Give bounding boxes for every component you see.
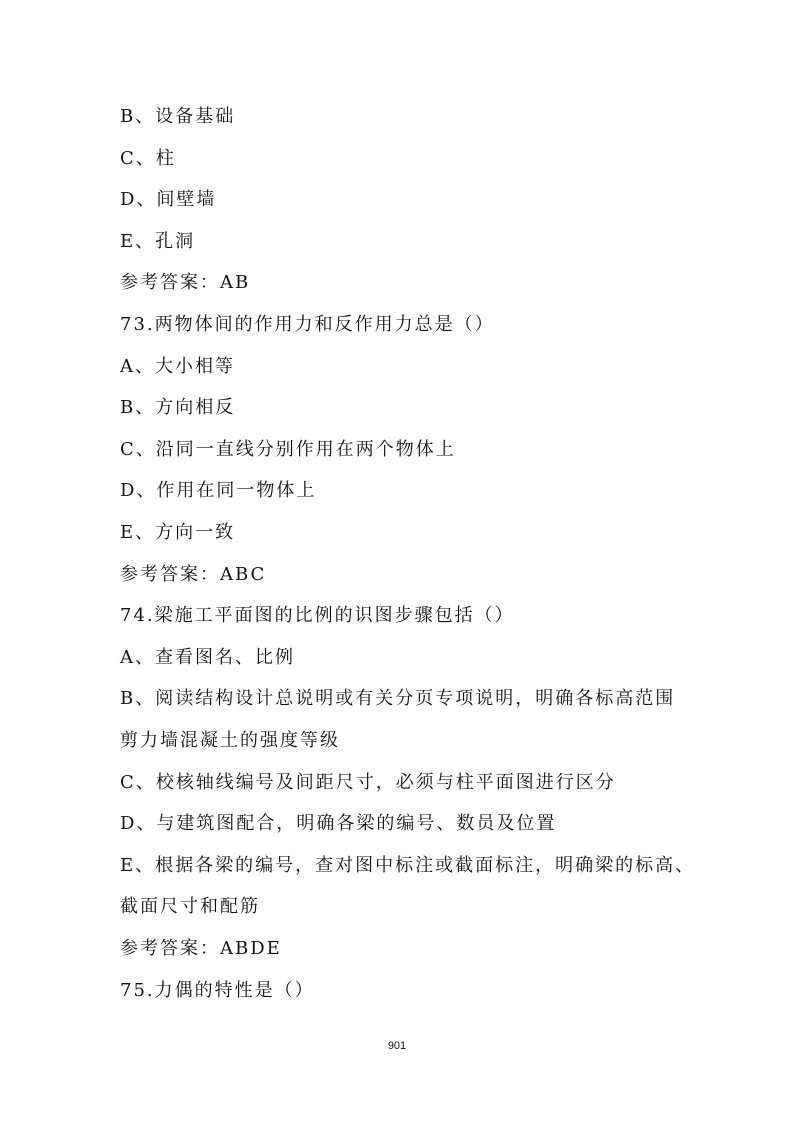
option-b-line: B、设备基础 xyxy=(120,106,236,127)
page-number: 901 xyxy=(387,1040,407,1052)
question-75: 75.力偶的特性是（） xyxy=(120,980,315,1001)
option-b-continuation: 剪力墙混凝土的强度等级 xyxy=(120,730,340,751)
option-d-line: D、作用在同一物体上 xyxy=(120,480,317,501)
option-a-line: A、大小相等 xyxy=(120,356,235,377)
option-c-line: C、柱 xyxy=(120,148,176,169)
option-d-line: D、间壁墙 xyxy=(120,189,217,210)
option-a-line: A、查看图名、比例 xyxy=(120,647,295,668)
option-e-continuation: 截面尺寸和配筋 xyxy=(120,896,260,917)
option-e-line: E、孔洞 xyxy=(120,231,196,252)
answer-line: 参考答案：ABDE xyxy=(120,938,282,959)
answer-line: 参考答案：ABC xyxy=(120,564,267,585)
option-e-line: E、根据各梁的编号，查对图中标注或截面标注，明确梁的标高、 xyxy=(120,855,696,876)
answer-line: 参考答案：AB xyxy=(120,272,251,293)
option-c-line: C、沿同一直线分别作用在两个物体上 xyxy=(120,439,456,460)
option-e-line: E、方向一致 xyxy=(120,522,236,543)
option-b-line: B、阅读结构设计总说明或有关分页专项说明，明确各标高范围 xyxy=(120,688,676,709)
question-74: 74.梁施工平面图的比例的识图步骤包括（） xyxy=(120,605,515,626)
question-73: 73.两物体间的作用力和反作用力总是（） xyxy=(120,314,495,335)
option-d-line: D、与建筑图配合，明确各梁的编号、数员及位置 xyxy=(120,813,557,834)
option-c-line: C、校核轴线编号及间距尺寸，必须与柱平面图进行区分 xyxy=(120,772,616,793)
option-b-line: B、方向相反 xyxy=(120,397,236,418)
